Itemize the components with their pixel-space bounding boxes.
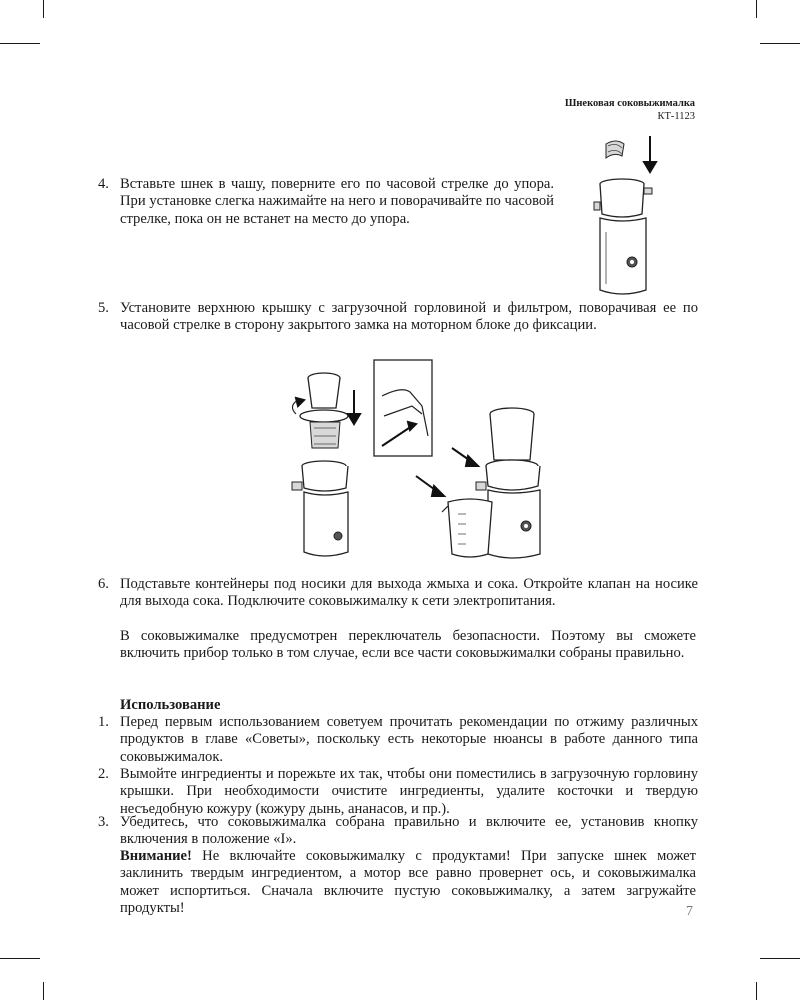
lock-detail-inset [374, 360, 432, 456]
step-text: Установите верхнюю крышку с загрузочной горловиной и фильтром, поворачивая ее по часовой стрелке в сторону закрытого замка на моторном блоке до фиксации. [120, 300, 698, 334]
step-text: Подставьте контейнеры под носики для выхода жмыха и сока. Откройте клапан на носике для выхода сока. Подключите соковыжималку к сети электропитания. [120, 576, 698, 610]
illustration-auger-insert [572, 132, 672, 302]
down-arrow-icon [644, 162, 656, 172]
step-number: 5. [98, 300, 109, 316]
crop-mark [43, 982, 44, 1000]
diagonal-arrow-icon [432, 486, 444, 496]
crop-mark [760, 958, 800, 959]
auger-icon [606, 141, 624, 158]
usage-number: 1. [98, 714, 109, 730]
warning-label: Внимание! [120, 848, 192, 864]
crop-mark [756, 982, 757, 1000]
step-number: 6. [98, 576, 109, 592]
juice-cup-icon [448, 499, 492, 557]
safety-note: В соковыжималке предусмотрен переключатель безопасности. Поэтому вы сможете включить прибор только в том случае, если все части соковыжималки собраны правильно. [120, 628, 696, 662]
bowl-icon [600, 184, 644, 217]
step-number: 4. [98, 176, 109, 192]
usage-item-3 [98, 814, 698, 849]
page-number: 7 [686, 904, 693, 919]
warning-paragraph [120, 848, 696, 918]
crop-mark [0, 43, 40, 44]
crop-mark [43, 0, 44, 18]
usage-text: Перед первым использованием советуем прочитать рекомендации по отжиму различных продуктов в главе «Советы», поскольку есть некоторые нюансы в работе данного типа соковыжималок. [120, 714, 698, 765]
step-6 [98, 576, 698, 611]
motor-base-icon [600, 218, 646, 294]
lid-chute-icon [308, 378, 340, 408]
diagonal-arrow-icon [466, 456, 478, 466]
step-4 [98, 176, 554, 228]
usage-number: 2. [98, 766, 109, 782]
step-text: Вставьте шнек в чашу, поверните его по часовой стрелке до упора. При установке слегка нажимайте на него и поворачивайте по часовой стрелке, пока он не встанет на место до упора. [120, 176, 554, 227]
crop-mark [756, 0, 757, 18]
usage-number: 3. [98, 814, 109, 830]
running-header [565, 97, 695, 123]
motor-base-icon [304, 492, 348, 556]
crop-mark [0, 958, 40, 959]
step-5 [98, 300, 698, 335]
usage-item-2 [98, 766, 698, 818]
crop-mark [760, 43, 800, 44]
illustration-lid-assembly [282, 356, 562, 571]
section-title-usage: Использование [120, 697, 221, 713]
usage-text: Вымойте ингредиенты и порежьте их так, чтобы они поместились в загрузочную горловину крышки. При необходимости очистите ингредиенты, удалите косточки и твердую несъедобную кожуру (кожуру дынь, ананасов, и пр.). [120, 766, 698, 817]
header-model: КТ-1123 [657, 111, 695, 122]
assembled-juicer-icon [490, 414, 534, 460]
usage-text: Убедитесь, что соковыжималка собрана правильно и включите ее, установив кнопку включения в положение «I». [120, 814, 698, 848]
usage-item-1 [98, 714, 698, 766]
header-title: Шнековая соковыжималка [564, 98, 695, 109]
down-arrow-icon [348, 414, 360, 424]
warning-text: Не включайте соковыжималку с продуктами! При запуске шнек может заклинить твердым ингредиентом, а мотор все равно провернет ось, и соковыжималка может испортиться. Сначала включите пустую соковыжималку, а затем загружайте продукты! [120, 848, 696, 917]
